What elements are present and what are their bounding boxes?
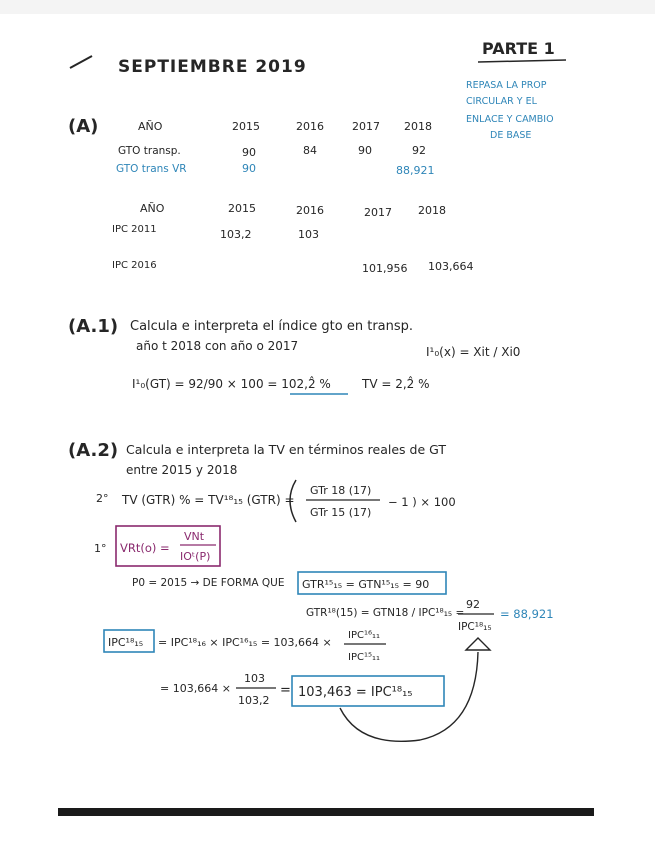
table2-header-2016: 2016 [296, 204, 324, 217]
gtr-2018-fraction-num: 92 [466, 598, 480, 611]
note-line-1: REPASA LA PROP [466, 80, 547, 91]
table1-row1-2018: 92 [412, 144, 426, 157]
a2-step1-label: 1° [94, 542, 107, 555]
a2-statement-line-2: entre 2015 y 2018 [126, 463, 238, 477]
ipc-final-fraction-den: 103,2 [238, 694, 270, 707]
a2-step2-numerator: GTr 18 (17) [310, 484, 372, 497]
table2-row1-2016: 103 [298, 228, 319, 241]
table1-header-2015: 2015 [232, 120, 260, 133]
table2-row2-2017: 101,956 [362, 262, 408, 275]
gtr-2018-fraction-den: IPC¹⁸₁₅ [458, 621, 492, 633]
gtr-2018-result: = 88,921 [500, 607, 554, 621]
a2-base-year-line: P0 = 2015 → DE FORMA QUE [132, 577, 285, 589]
section-a1-label: (A.1) [68, 316, 119, 337]
a2-step2-tail: − 1 ) × 100 [388, 495, 456, 509]
table1-header-2018: 2018 [404, 120, 432, 133]
a2-step2-formula: TV (GTR) % = TV¹⁸₁₅ (GTR) = [122, 493, 295, 507]
table1-row1-label: GTO transp. [118, 145, 181, 157]
part-title: PARTE 1 [482, 39, 555, 58]
table2-row1-label: IPC 2011 [112, 224, 157, 235]
section-a2-label: (A.2) [68, 440, 119, 461]
table2-header-2018: 2018 [418, 204, 446, 217]
note-line-3: ENLACE Y CAMBIO [466, 114, 554, 125]
table2-row2-label: IPC 2016 [112, 260, 157, 271]
table1-row2-2018: 88,921 [396, 164, 435, 177]
ipc-chain-formula: = IPC¹⁸₁₆ × IPC¹⁶₁₅ = 103,664 × [158, 636, 332, 649]
ipc-chain-box-text: IPC¹⁸₁₅ [108, 636, 144, 649]
table1-header-2016: 2016 [296, 120, 324, 133]
a1-variation-rate: TV = 2,2̂ % [362, 377, 430, 391]
table1-header-2017: 2017 [352, 120, 380, 133]
gtr-2018-line: GTR¹⁸(15) = GTN18 / IPC¹⁸₁₅ = [306, 607, 465, 619]
scan-bottom-border [58, 808, 594, 816]
ipc-final-equals: = [280, 683, 291, 698]
scan-top-border [0, 0, 655, 14]
table1-row1-2015: 90 [242, 146, 256, 159]
a1-calculation: I¹₀(GT) = 92/90 × 100 = 102,2̂ % [132, 377, 331, 391]
a1-index-formula: I¹₀(x) = Xit / Xi0 [426, 345, 521, 359]
note-line-2: CIRCULAR Y EL [466, 96, 537, 107]
gtr-base-equality: GTR¹⁵₁₅ = GTN¹⁵₁₅ = 90 [302, 578, 430, 591]
note-line-4: DE BASE [490, 130, 532, 141]
real-value-formula-left: VRt(o) = [120, 541, 170, 555]
table2-header-year: AÑO [140, 202, 165, 215]
table1-row1-2016: 84 [303, 144, 317, 157]
table2-row2-2018: 103,664 [428, 260, 474, 273]
a2-step2-label: 2° [96, 492, 109, 505]
table2-header-2017: 2017 [364, 206, 392, 219]
ipc-final-result: 103,463 = IPC¹⁸₁₅ [298, 685, 413, 700]
page-title: SEPTIEMBRE 2019 [118, 57, 307, 77]
table2-header-2015: 2015 [228, 202, 256, 215]
table1-row2-2015: 90 [242, 162, 256, 175]
table1-row1-2017: 90 [358, 144, 372, 157]
table1-header-year: AÑO [138, 120, 163, 133]
section-a-label: (A) [68, 116, 99, 137]
table1-row2-label: GTO trans VR [116, 163, 187, 175]
real-value-formula-den: IOᵗ(P) [180, 550, 211, 563]
ipc-final-prefix: = 103,664 × [160, 682, 231, 695]
a1-statement-line-2: año t 2018 con año o 2017 [136, 339, 299, 353]
ipc-chain-fraction-den: IPC¹⁵₁₁ [348, 652, 380, 663]
a2-step2-denominator: GTr 15 (17) [310, 506, 372, 519]
real-value-formula-num: VNt [184, 530, 205, 543]
ipc-chain-fraction-num: IPC¹⁶₁₁ [348, 630, 380, 641]
a1-statement-line-1: Calcula e interpreta el índice gto en transp. [130, 319, 414, 334]
a2-statement-line-1: Calcula e interpreta la TV en términos reales de GT [126, 442, 446, 457]
table2-row1-2015: 103,2 [220, 228, 252, 241]
ipc-final-fraction-num: 103 [244, 672, 265, 685]
